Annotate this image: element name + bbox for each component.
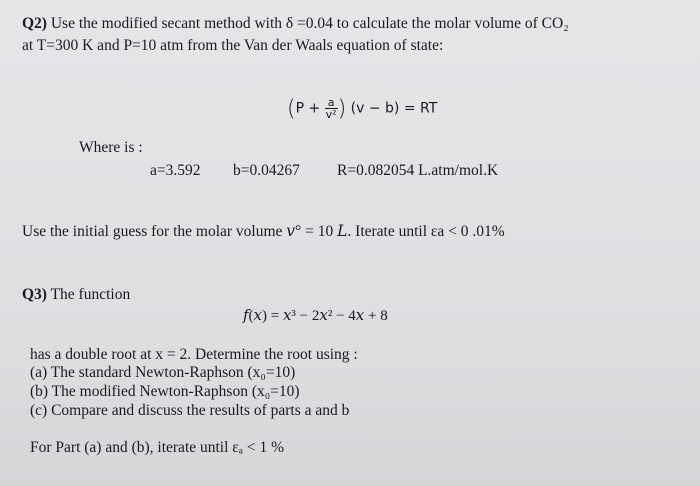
- q2-text-line-2: at T=300 K and P=10 atm from the Van der Waals equation of state:: [22, 37, 444, 54]
- van-der-waals-equation: (P + $\frac{a}{\text{v²}}$ ) (v − b) = RT: [287, 96, 438, 122]
- part-c: (c) Compare and discuss the results of parts a and b: [30, 402, 350, 419]
- constant-r: R=0.082054 L.atm/mol.K: [337, 162, 499, 179]
- eq-p-plus: P +: [295, 100, 321, 117]
- q2-text-line-1: Use the modified secant method with δ =0.04 to calculate the molar volume of CO₂: [50, 15, 569, 32]
- eq-rest: (v − b) = RT: [350, 100, 438, 117]
- q3-label: Q3): [22, 286, 47, 303]
- part-b: (b) The modified Newton-Raphson (x₀=10): [30, 383, 300, 400]
- iterate-line: For Part (a) and (b), iterate until εₐ < 1 %: [30, 439, 285, 456]
- double-root-line: has a double root at x = 2. Determine the root using :: [30, 346, 358, 363]
- function-equation: 𝑓(𝑥) = 𝑥³ − 2𝑥² − 4𝑥 + 8: [243, 308, 388, 324]
- q2-label: Q2): [22, 15, 47, 32]
- part-a: (a) The standard Newton-Raphson (x₀=10): [30, 364, 296, 381]
- q2-line-1: [22, 15, 569, 33]
- constant-b: b=0.04267: [233, 162, 300, 179]
- q3-intro-line: [22, 286, 130, 304]
- q3-intro: The function: [50, 286, 131, 303]
- eq-a-over-v2: [325, 97, 338, 120]
- eq-numerator: a: [325, 97, 338, 109]
- initial-guess-line: Use the initial guess for the molar volume 𝑣° = 10 𝐿. Iterate until εa < 0 .01%: [22, 223, 505, 240]
- eq-denominator: v²: [325, 108, 337, 121]
- where-label: Where is :: [79, 139, 143, 156]
- constant-a: a=3.592: [150, 162, 201, 179]
